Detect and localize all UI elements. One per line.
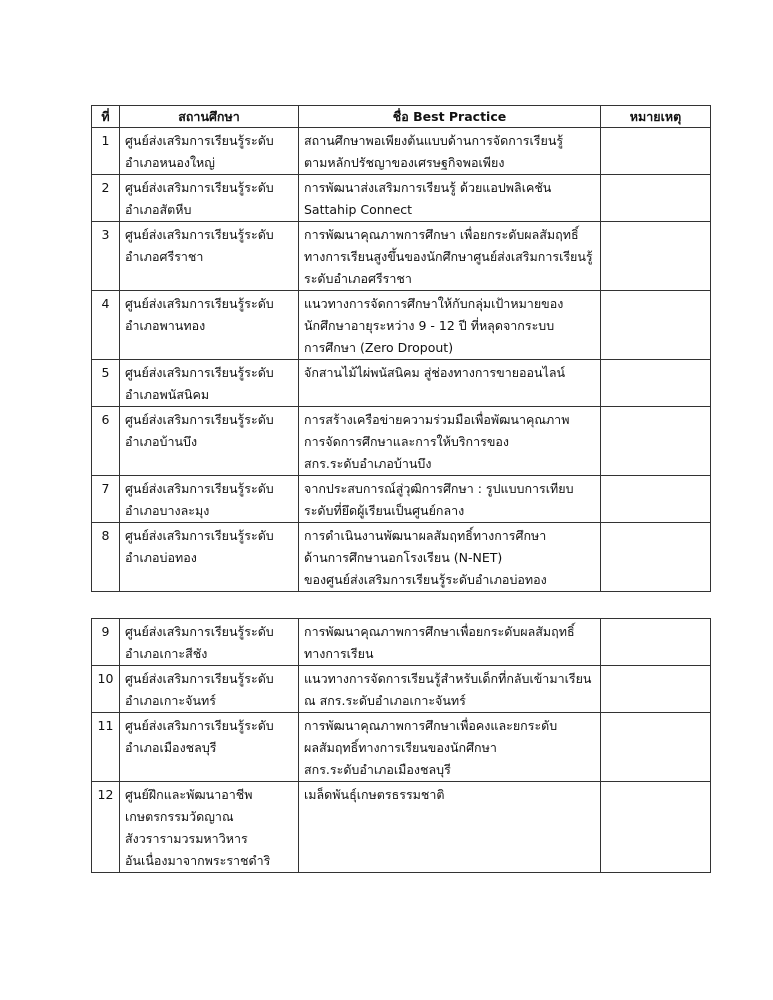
row-number: 10 [92, 666, 120, 713]
school-name-line: อำเภอสัตหีบ [125, 202, 192, 217]
best-practice-line: นักศึกษาอายุระหว่าง 9 - 12 ปี ที่หลุดจากระบบ [304, 318, 555, 333]
best-practice-cell [299, 175, 601, 222]
best-practice-line: สถานศึกษาพอเพียงต้นแบบด้านการจัดการเรียนรู้ [304, 133, 564, 148]
best-practice-line: เมล็ดพันธุ์เกษตรธรรมชาติ [304, 787, 445, 802]
table-body-2 [92, 619, 711, 873]
school-name-line: อำเภอศรีราชา [125, 249, 204, 264]
best-practice-table-1 [91, 105, 711, 592]
best-practice-cell [299, 713, 601, 782]
school-name-line: อำเภอเมืองชลบุรี [125, 740, 217, 755]
school-name-line: ศูนย์ฝึกและพัฒนาอาชีพ [125, 787, 253, 802]
best-practice-line: การพัฒนาคุณภาพการศึกษา เพื่อยกระดับผลสัมฤทธิ์ [304, 227, 579, 242]
best-practice-cell [299, 476, 601, 523]
row-number: 3 [92, 222, 120, 291]
remark-cell [601, 666, 711, 713]
best-practice-line: สกร.ระดับอำเภอเมืองชลบุรี [304, 762, 451, 777]
school-name-line: ศูนย์ส่งเสริมการเรียนรู้ระดับ [125, 296, 274, 311]
best-practice-line: ณ สกร.ระดับอำเภอเกาะจันทร์ [304, 693, 466, 708]
remark-cell [601, 476, 711, 523]
best-practice-table-2 [91, 618, 711, 873]
school-name-line: อำเภอบางละมุง [125, 503, 210, 518]
table-row [92, 619, 711, 666]
table-header-row [92, 106, 711, 128]
school-name-line: เกษตรกรรมวัดญาณ [125, 809, 234, 824]
row-number: 5 [92, 360, 120, 407]
best-practice-cell [299, 360, 601, 407]
table-row [92, 407, 711, 476]
school-name-line: อำเภอหนองใหญ่ [125, 155, 215, 170]
best-practice-cell [299, 128, 601, 175]
table-row [92, 291, 711, 360]
best-practice-cell [299, 407, 601, 476]
header-number: ที่ [92, 106, 120, 128]
table-row [92, 175, 711, 222]
school-name-line: อำเภอบ้านบึง [125, 434, 198, 449]
best-practice-line: การพัฒนาคุณภาพการศึกษาเพื่อคงและยกระดับ [304, 718, 558, 733]
table-body-1 [92, 128, 711, 592]
row-number: 9 [92, 619, 120, 666]
header-best-practice: ชื่อ Best Practice [299, 106, 601, 128]
header-school: สถานศึกษา [120, 106, 299, 128]
row-number: 6 [92, 407, 120, 476]
school-name-line: ศูนย์ส่งเสริมการเรียนรู้ระดับ [125, 481, 274, 496]
school-name-line: อำเภอบ่อทอง [125, 550, 197, 565]
best-practice-cell [299, 666, 601, 713]
school-name-cell [120, 713, 299, 782]
school-name-line: อำเภอเกาะจันทร์ [125, 693, 216, 708]
best-practice-line: ทางการเรียน [304, 646, 374, 661]
school-name-line: ศูนย์ส่งเสริมการเรียนรู้ระดับ [125, 133, 274, 148]
best-practice-line: จากประสบการณ์สู่วุฒิการศึกษา : รูปแบบการเทียบ [304, 481, 574, 496]
school-name-cell [120, 128, 299, 175]
table-row [92, 782, 711, 873]
table-row [92, 222, 711, 291]
best-practice-line: ผลสัมฤทธิ์ทางการเรียนของนักศึกษา [304, 740, 497, 755]
school-name-line: ศูนย์ส่งเสริมการเรียนรู้ระดับ [125, 180, 274, 195]
school-name-cell [120, 175, 299, 222]
row-number: 7 [92, 476, 120, 523]
school-name-line: อันเนื่องมาจากพระราชดำริ [125, 853, 271, 868]
table-row [92, 476, 711, 523]
best-practice-line: ระดับที่ยึดผู้เรียนเป็นศูนย์กลาง [304, 503, 465, 518]
best-practice-line: ทางการเรียนสูงขึ้นของนักศึกษาศูนย์ส่งเสริมการเรียนรู้ [304, 249, 593, 264]
best-practice-line: ของศูนย์ส่งเสริมการเรียนรู้ระดับอำเภอบ่อทอง [304, 572, 547, 587]
school-name-cell [120, 360, 299, 407]
best-practice-line: การศึกษา (Zero Dropout) [304, 340, 454, 355]
best-practice-line: สกร.ระดับอำเภอบ้านบึง [304, 456, 432, 471]
row-number: 12 [92, 782, 120, 873]
row-number: 1 [92, 128, 120, 175]
best-practice-line: การสร้างเครือข่ายความร่วมมือเพื่อพัฒนาคุณภาพ [304, 412, 570, 427]
best-practice-line: ตามหลักปรัชญาของเศรษฐกิจพอเพียง [304, 155, 505, 170]
best-practice-line: การดำเนินงานพัฒนาผลสัมฤทธิ์ทางการศึกษา [304, 528, 547, 543]
school-name-line: ศูนย์ส่งเสริมการเรียนรู้ระดับ [125, 718, 274, 733]
school-name-line: อำเภอพนัสนิคม [125, 387, 210, 402]
best-practice-line: Sattahip Connect [304, 202, 413, 217]
school-name-line: อำเภอเกาะสีชัง [125, 646, 208, 661]
remark-cell [601, 222, 711, 291]
best-practice-line: ด้านการศึกษานอกโรงเรียน (N-NET) [304, 550, 503, 565]
best-practice-line: การพัฒนาคุณภาพการศึกษาเพื่อยกระดับผลสัมฤทธิ์ [304, 624, 575, 639]
best-practice-line: จักสานไม้ไผ่พนัสนิคม สู่ช่องทางการขายออนไลน์ [304, 365, 566, 380]
school-name-cell [120, 476, 299, 523]
best-practice-cell [299, 782, 601, 873]
school-name-cell [120, 291, 299, 360]
school-name-cell [120, 782, 299, 873]
school-name-line: ศูนย์ส่งเสริมการเรียนรู้ระดับ [125, 528, 274, 543]
remark-cell [601, 291, 711, 360]
best-practice-cell [299, 523, 601, 592]
school-name-line: ศูนย์ส่งเสริมการเรียนรู้ระดับ [125, 671, 274, 686]
row-number: 2 [92, 175, 120, 222]
remark-cell [601, 619, 711, 666]
remark-cell [601, 128, 711, 175]
table-row [92, 666, 711, 713]
remark-cell [601, 523, 711, 592]
best-practice-cell [299, 222, 601, 291]
table-row [92, 523, 711, 592]
school-name-line: ศูนย์ส่งเสริมการเรียนรู้ระดับ [125, 412, 274, 427]
school-name-line: ศูนย์ส่งเสริมการเรียนรู้ระดับ [125, 365, 274, 380]
table-row [92, 128, 711, 175]
best-practice-line: แนวทางการจัดการศึกษาให้กับกลุ่มเป้าหมายของ [304, 296, 564, 311]
remark-cell [601, 713, 711, 782]
best-practice-line: การจัดการศึกษาและการให้บริการของ [304, 434, 509, 449]
school-name-cell [120, 666, 299, 713]
school-name-cell [120, 222, 299, 291]
school-name-cell [120, 407, 299, 476]
school-name-line: ศูนย์ส่งเสริมการเรียนรู้ระดับ [125, 624, 274, 639]
best-practice-line: แนวทางการจัดการเรียนรู้สำหรับเด็กที่กลับเข้ามาเรียน [304, 671, 592, 686]
remark-cell [601, 407, 711, 476]
school-name-cell [120, 619, 299, 666]
school-name-line: สังวรารามวรมหาวิหาร [125, 831, 248, 846]
header-remark: หมายเหตุ [601, 106, 711, 128]
row-number: 8 [92, 523, 120, 592]
remark-cell [601, 175, 711, 222]
best-practice-cell [299, 619, 601, 666]
best-practice-cell [299, 291, 601, 360]
row-number: 4 [92, 291, 120, 360]
table-row [92, 360, 711, 407]
best-practice-line: การพัฒนาส่งเสริมการเรียนรู้ ด้วยแอปพลิเคชัน [304, 180, 552, 195]
best-practice-line: ระดับอำเภอศรีราชา [304, 271, 412, 286]
remark-cell [601, 782, 711, 873]
school-name-line: ศูนย์ส่งเสริมการเรียนรู้ระดับ [125, 227, 274, 242]
row-number: 11 [92, 713, 120, 782]
school-name-line: อำเภอพานทอง [125, 318, 206, 333]
school-name-cell [120, 523, 299, 592]
table-row [92, 713, 711, 782]
remark-cell [601, 360, 711, 407]
